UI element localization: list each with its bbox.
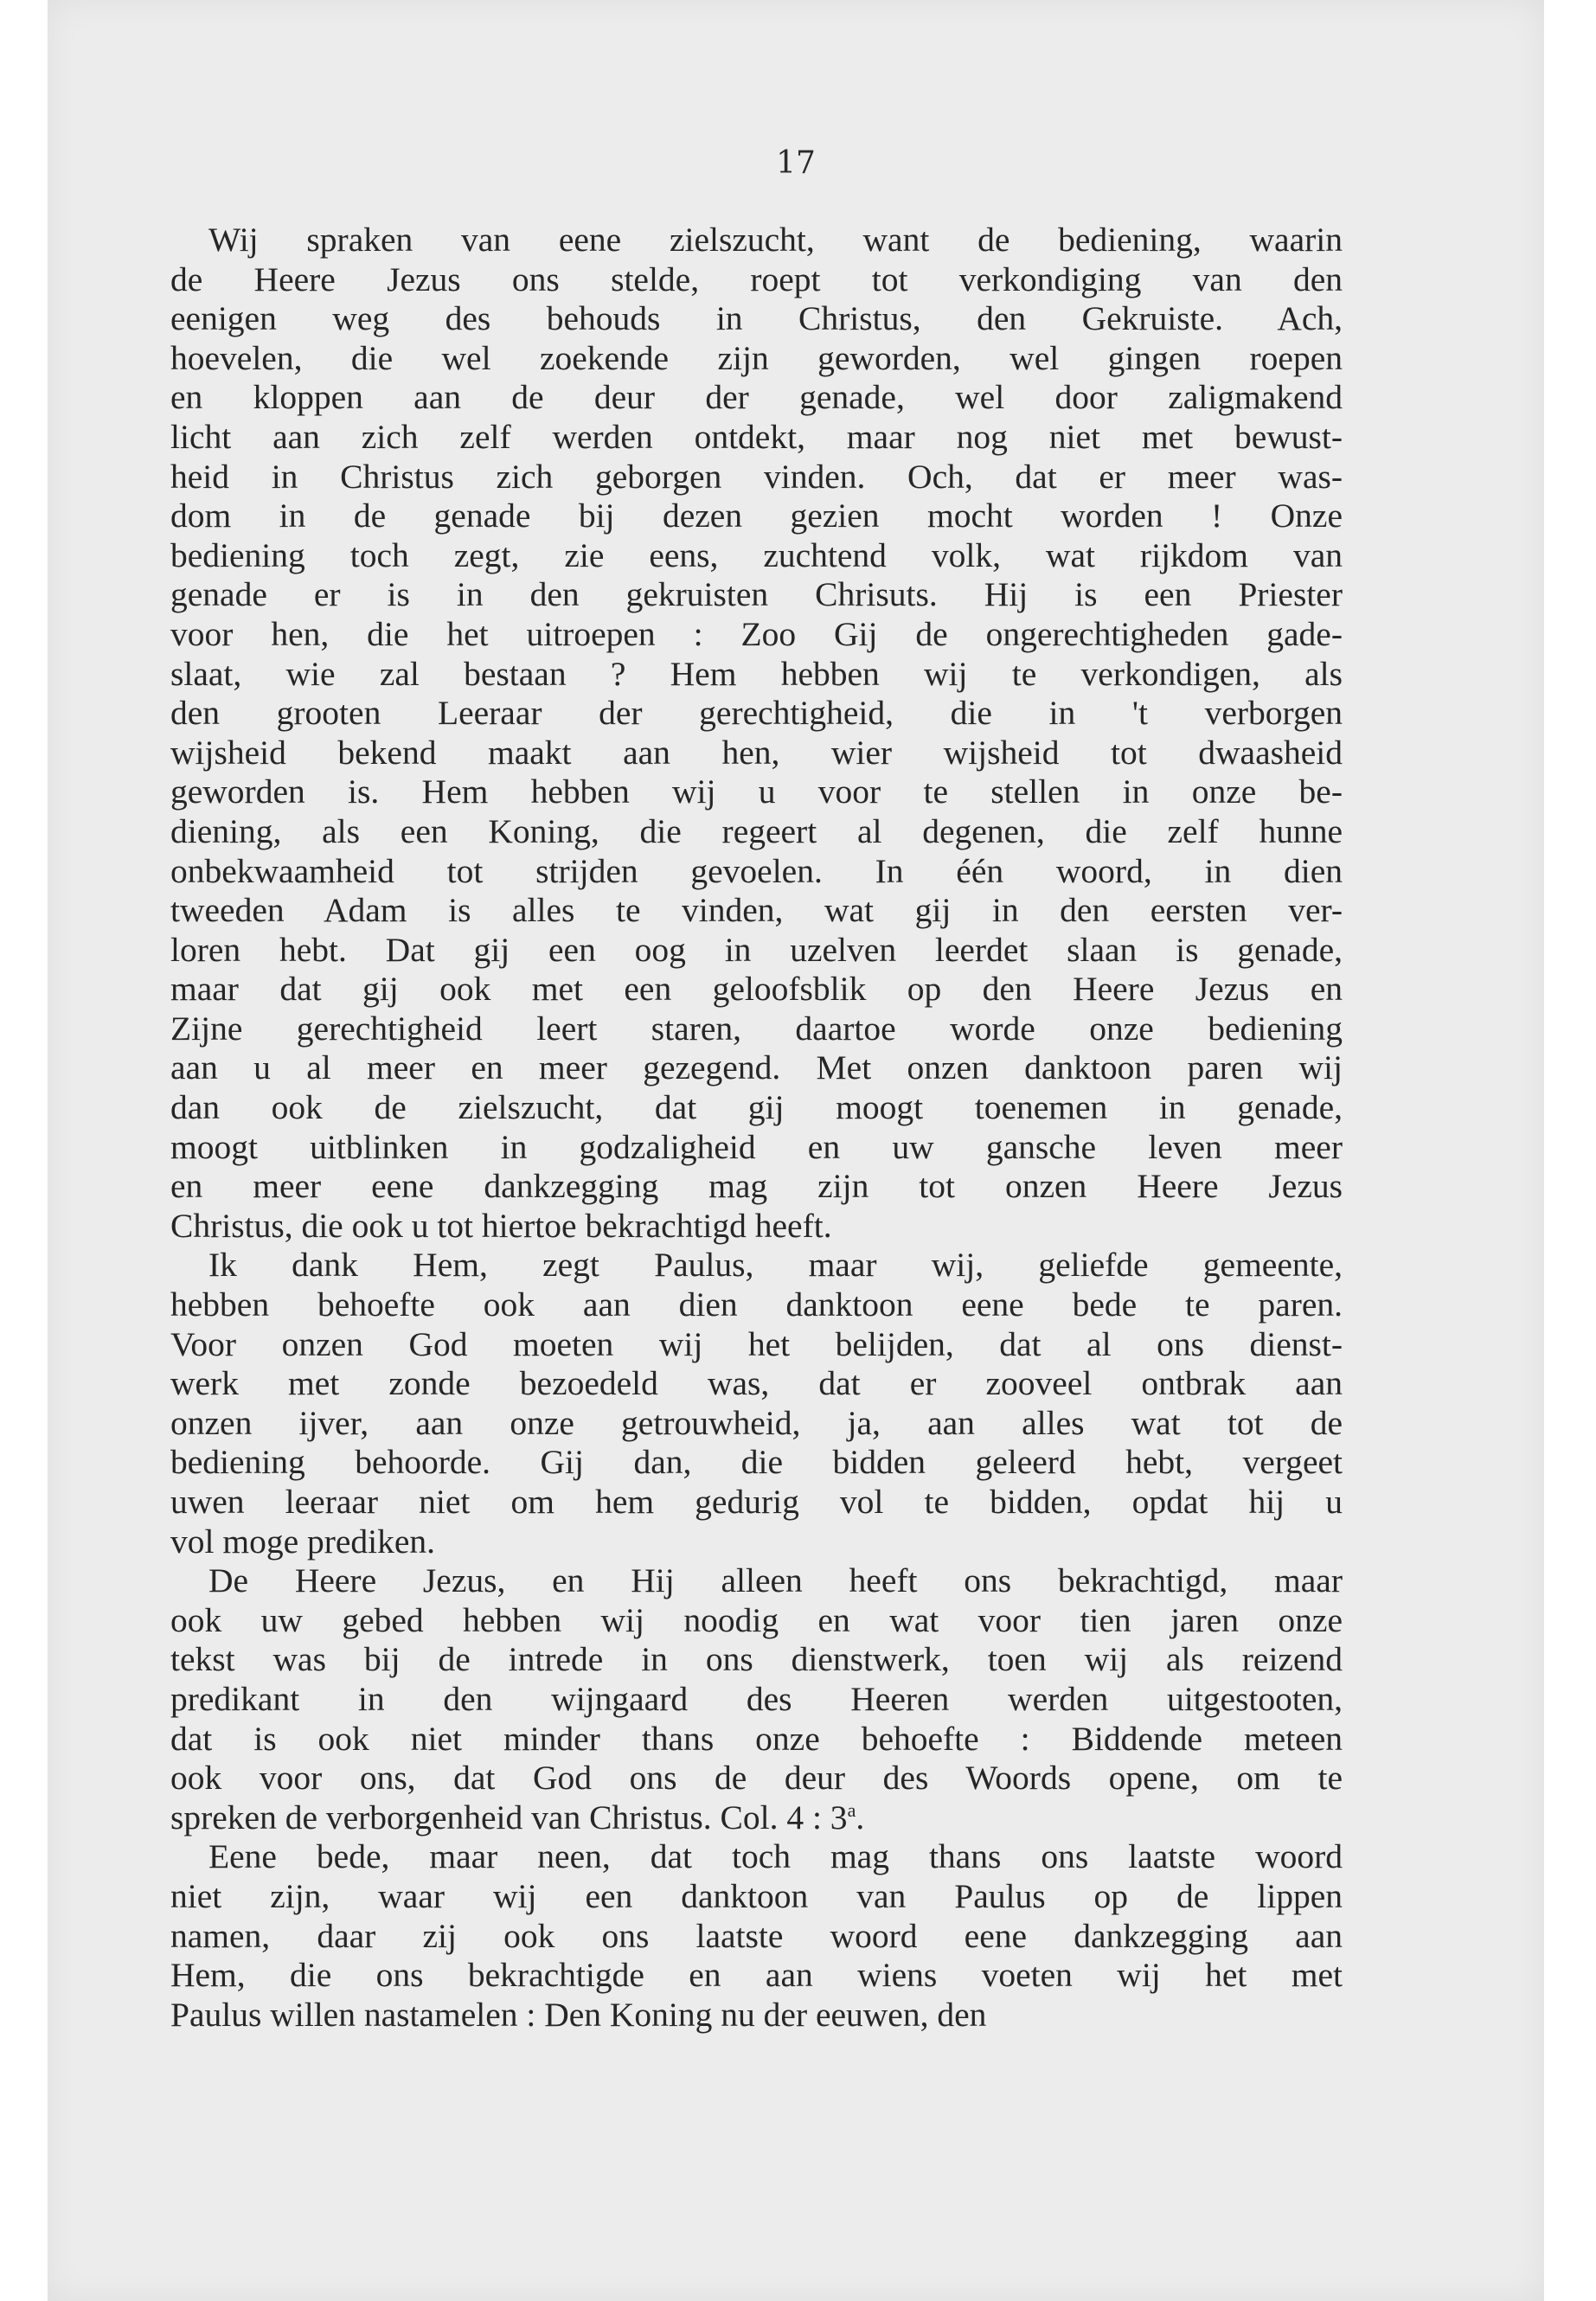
- text-line: heid in Christus zich geborgen vinden. Och, dat er meer was-: [170, 457, 1343, 496]
- text-line: maar dat gij ook met een geloofsblik op den Heere Jezus en: [170, 970, 1343, 1009]
- text-line: hoevelen, die wel zoekende zijn geworden, wel gingen roepen: [170, 338, 1343, 377]
- text-line: ook voor ons, dat God ons de deur des Woords opene, om te: [170, 1759, 1343, 1798]
- paragraph: [170, 221, 1343, 1246]
- text-line: onzen ijver, aan onze getrouwheid, ja, aan alles wat tot de: [170, 1403, 1343, 1442]
- text-line: uwen leeraar niet om hem gedurig vol te bidden, opdat hij u: [170, 1483, 1343, 1521]
- text-line: Wij spraken van eene zielszucht, want de bediening, waarin: [208, 221, 1343, 259]
- text-line: vol moge prediken.: [170, 1522, 436, 1561]
- text-line: ook uw gebed hebben wij noodig en wat voor tien jaren onze: [170, 1600, 1343, 1639]
- text-line: predikant in den wijngaard des Heeren werden uitgestooten,: [170, 1679, 1343, 1718]
- text-line: dat is ook niet minder thans onze behoefte : Biddende meteen: [170, 1719, 1343, 1758]
- text-line: Hem, die ons bekrachtigde en aan wiens voeten wij het met: [170, 1956, 1343, 1995]
- text-line: diening, als een Koning, die regeert al degenen, die zelf hunne: [170, 811, 1343, 850]
- paragraph: [170, 1561, 1343, 1837]
- text-line: den grooten Leeraar der gerechtigheid, die in 't verborgen: [170, 694, 1343, 733]
- text-line: namen, daar zij ook ons laatste woord eene dankzegging aan: [170, 1916, 1343, 1955]
- text-line: aan u al meer en meer gezegend. Met onzen danktoon paren wij: [170, 1048, 1343, 1087]
- body-text: [170, 221, 1343, 2035]
- text-line: hebben behoefte ook aan dien danktoon eene bede te paren.: [170, 1285, 1343, 1324]
- text-line: Ik dank Hem, zegt Paulus, maar wij, geliefde gemeente,: [208, 1246, 1343, 1285]
- text-line: Eene bede, maar neen, dat toch mag thans ons laatste woord: [208, 1837, 1343, 1876]
- text-line: slaat, wie zal bestaan ? Hem hebben wij te verkondigen, als: [170, 654, 1343, 693]
- text-line: voor hen, die het uitroepen : Zoo Gij de ongerechtigheden gade-: [170, 614, 1343, 653]
- text-line: tweeden Adam is alles te vinden, wat gij in den eersten ver-: [170, 891, 1343, 930]
- paragraph: [170, 1837, 1343, 2035]
- text-line: wijsheid bekend maakt aan hen, wier wijsheid tot dwaasheid: [170, 733, 1343, 772]
- text-line: tekst was bij de intrede in ons dienstwerk, toen wij als reizend: [170, 1640, 1343, 1679]
- text-line: niet zijn, waar wij een danktoon van Paulus op de lippen: [170, 1876, 1343, 1915]
- text-line: spreken de verborgenheid van Christus. Col. 4 : 3$^a$.: [170, 1798, 865, 1836]
- text-line: dom in de genade bij dezen gezien mocht worden ! Onze: [170, 497, 1343, 535]
- paragraph: [170, 1246, 1343, 1561]
- text-line: geworden is. Hem hebben wij u voor te stellen in onze be-: [170, 772, 1343, 811]
- superscript: a: [847, 1798, 856, 1821]
- text-line: Christus, die ook u tot hiertoe bekrachtigd heeft.: [170, 1206, 832, 1245]
- text-line: Zijne gerechtigheid leert staren, daartoe worde onze bediening: [170, 1009, 1343, 1048]
- text-line: licht aan zich zelf werden ontdekt, maar nog niet met bewust-: [170, 417, 1343, 456]
- paper-sheet: [48, 0, 1544, 2301]
- text-line: Voor onzen God moeten wij het belijden, dat al ons dienst-: [170, 1324, 1343, 1363]
- text-line: werk met zonde bezoedeld was, dat er zooveel ontbrak aan: [170, 1364, 1343, 1403]
- text-line: de Heere Jezus ons stelde, roept tot verkondiging van den: [170, 260, 1343, 298]
- page-number: 17: [776, 145, 816, 181]
- text-line: moogt uitblinken in godzaligheid en uw gansche leven meer: [170, 1127, 1343, 1166]
- text-line: onbekwaamheid tot strijden gevoelen. In één woord, in dien: [170, 851, 1343, 890]
- trailing-punctuation: .: [856, 1798, 865, 1836]
- text-line: en meer eene dankzegging mag zijn tot onzen Heere Jezus: [170, 1167, 1343, 1206]
- text-line: bediening toch zegt, zie eens, zuchtend volk, wat rijkdom van: [170, 535, 1343, 574]
- text-line: dan ook de zielszucht, dat gij moogt toenemen in genade,: [170, 1088, 1343, 1127]
- text-line: genade er is in den gekruisten Chrisuts. Hij is een Priester: [170, 575, 1343, 614]
- text-line: bediening behoorde. Gij dan, die bidden geleerd hebt, vergeet: [170, 1443, 1343, 1482]
- text-line: loren hebt. Dat gij een oog in uzelven leerdet slaan is genade,: [170, 930, 1343, 969]
- text-line: De Heere Jezus, en Hij alleen heeft ons bekrachtigd, maar: [208, 1561, 1343, 1600]
- text-line: en kloppen aan de deur der genade, wel door zaligmakend: [170, 378, 1343, 417]
- text-line: eenigen weg des behouds in Christus, den Gekruiste. Ach,: [170, 299, 1343, 338]
- text-line: Paulus willen nastamelen : Den Koning nu der eeuwen, den: [170, 1995, 987, 2034]
